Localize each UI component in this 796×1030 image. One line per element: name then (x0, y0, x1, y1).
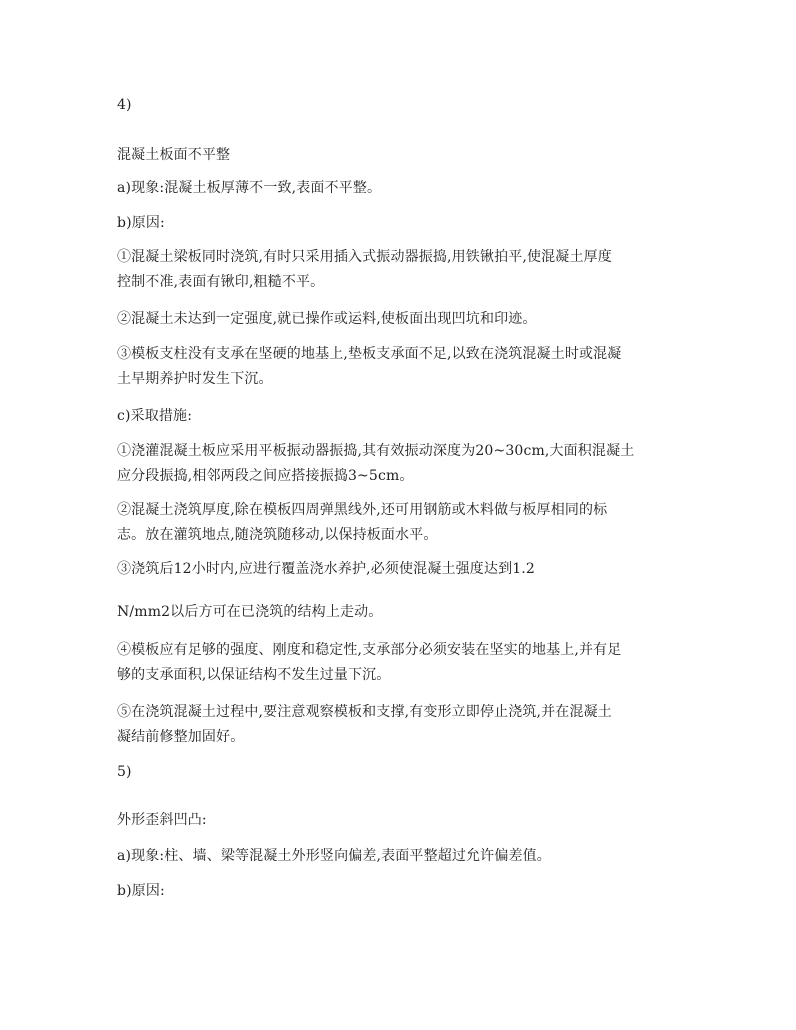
section-5-causes-heading: b)原因: (117, 883, 165, 899)
cause-2: ②混凝土未达到一定强度,就已操作或运料,使板面出现凹坑和印迹。 (117, 311, 537, 327)
section-5-phenomenon: a)现象:柱、墙、梁等混凝土外形竖向偏差,表面平整超过允许偏差值。 (117, 848, 551, 864)
measure-4-line-1: ④模板应有足够的强度、刚度和稳定性,支承部分必须安装在坚实的地基上,并有足 (117, 642, 622, 658)
measure-3-line-1: ③浇筑后12小时内,应进行覆盖浇水养护,必须使混凝土强度达到1.2 (117, 561, 535, 577)
cause-1-line-1: ①混凝土梁板同时浇筑,有时只采用插入式振动器振捣,用铁锹拍平,使混凝土厚度 (117, 249, 612, 265)
section-4-title: 混凝土板面不平整 (117, 147, 231, 163)
document-page (117, 0, 683, 1030)
measure-2-line-1: ②混凝土浇筑厚度,除在模板四周弹黑线外,还可用钢筋或木料做与板厚相同的标 (117, 502, 608, 518)
measure-5-line-2: 凝结前修整加固好。 (117, 729, 245, 745)
section-4-number: 4) (117, 97, 132, 113)
cause-3-line-1: ③模板支柱没有支承在坚硬的地基上,垫板支承面不足,以致在浇筑混凝土时或混凝 (117, 346, 622, 362)
measure-4-line-2: 够的支承面积,以保证结构不发生过量下沉。 (117, 667, 391, 683)
cause-1-line-2: 控制不准,表面有锹印,粗糙不平。 (117, 274, 325, 290)
section-5-number: 5) (117, 764, 132, 780)
measure-2-line-2: 志。放在灌筑地点,随浇筑随移动,以保持板面水平。 (117, 527, 438, 543)
measure-5-line-1: ⑤在浇筑混凝土过程中,要注意观察模板和支撑,有变形立即停止浇筑,并在混凝土 (117, 704, 612, 720)
cause-3-line-2: 土早期养护时发生下沉。 (117, 371, 273, 387)
measure-3-line-2: N/mm2以后方可在已浇筑的结构上走动。 (117, 604, 383, 620)
measure-1-line-1: ①浇灌混凝土板应采用平板振动器振捣,其有效振动深度为20~30cm,大面积混凝土 (117, 443, 635, 459)
section-4-measures-heading: c)采取措施: (117, 408, 193, 424)
section-4-causes-heading: b)原因: (117, 215, 165, 231)
section-5-title: 外形歪斜凹凸: (117, 812, 207, 828)
measure-1-line-2: 应分段振捣,相邻两段之间应搭接振捣3~5cm。 (117, 468, 414, 484)
section-4-phenomenon: a)现象:混凝土板厚薄不一致,表面不平整。 (117, 180, 382, 196)
